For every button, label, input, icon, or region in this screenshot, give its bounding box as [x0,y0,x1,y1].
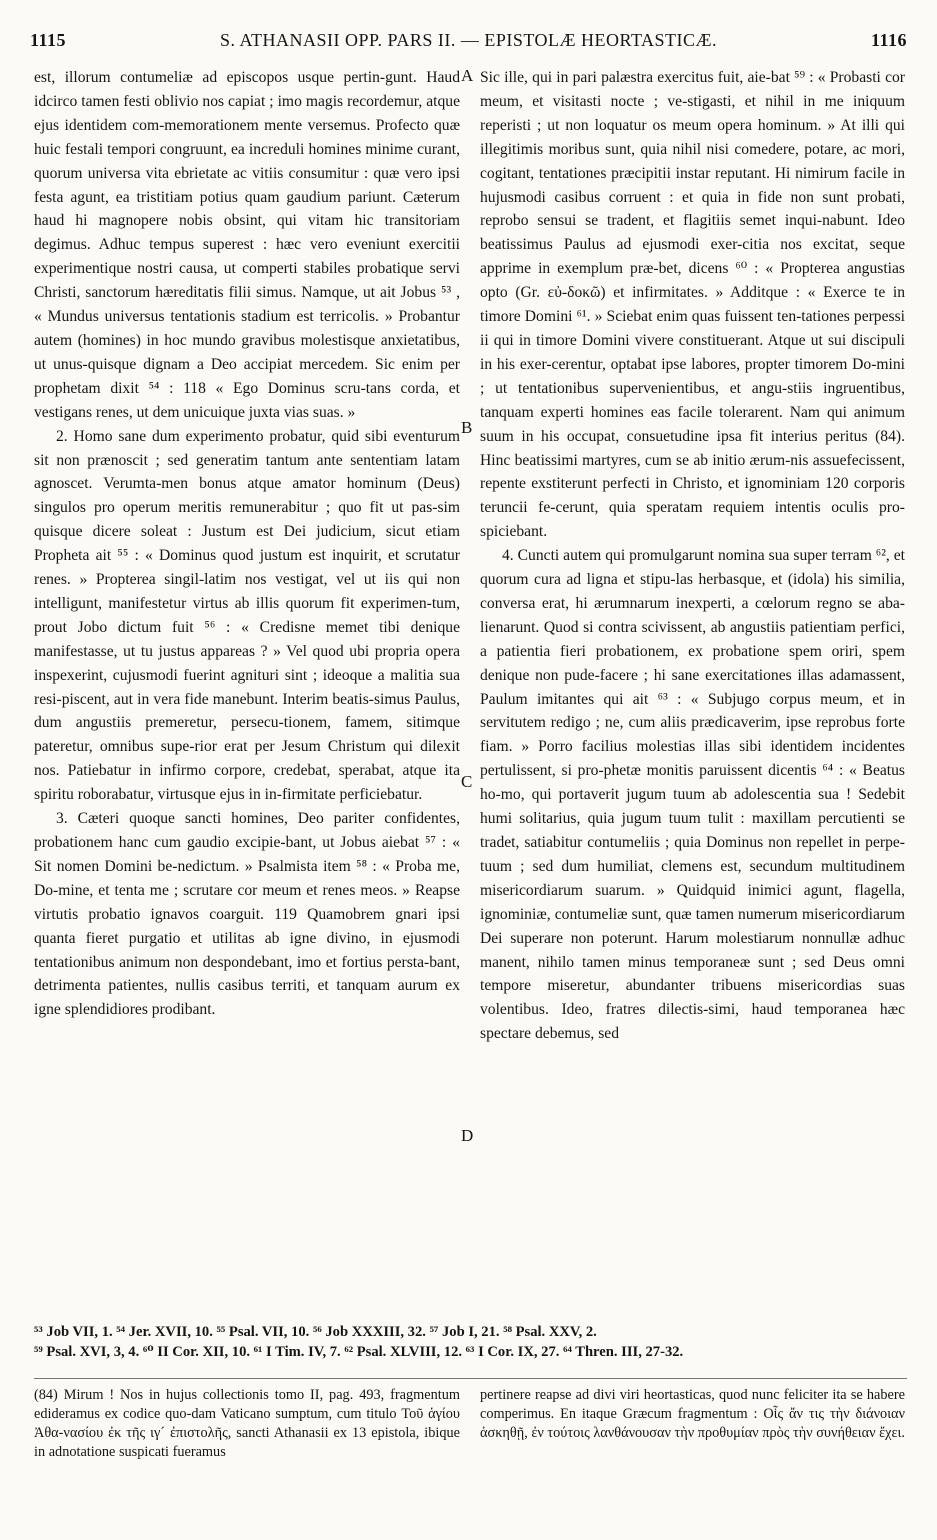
footnote-divider [34,1378,907,1379]
right-page-number: 1116 [870,30,907,50]
reference-line-2: ⁵⁹ Psal. XVI, 3, 4. ⁶⁰ II Cor. XII, 10. ⁶¹ I Tim. IV, 7. ⁶² Psal. XLVIII, 12. ⁶³ I Cor. IX, 27. ⁶⁴ Thren. III, 27-32. [34,1344,684,1360]
right-paragraph-2: 4. Cuncti autem qui promulgarunt nomina sua super terram ⁶², et quorum cura ad ligna et stipu-las herbasque, et (idola) his similia, conversa erat, hi ærumnarum inexperti, a cœlorum regno se aba-lienarunt. Quod si contra scivissent, ab angustiis patientiam perfici, a patientia fieri probationem, ex probatione spem oriri, spem denique non pude-facere ; hi sane exercitationes illas adamassent, Paulum imitantes qui ait ⁶³ : « Subjugo corpus meum, et in servitutem redigo ; ne, cum aliis prædicaverim, ipse reprobus forte fiam. » Porro facilius molestias illas sibi identidem incidentes pertulissent, si pro-phetæ monitis paruissent dicentis ⁶⁴ : « Beatus ho-mo, qui portaverit jugum tuum ab adolescentia sua ! Sedebit humi solitarius, quia jugum tuum tulit : maxillam percutienti se tradet, satiabitur contumeliis ; quia Dominus non repellet in perpe-tuum ; sed dum humiliat, clemens est, secundum multitudinem misericordiarum suarum. » Quidquid inimici agunt, flagella, ignominiæ, contumeliæ sunt, quæ tamen numerum misericordiarum Dei superare non poterunt. Harum molestiarum nonnullæ adhuc manent, nihilo tamen minus temporaneæ sunt ; sed Deus omni tempore miseretur, abundanter tribuens misericordias suas volentibus. Ideo, fratres dilectis-simi, haud temporanea hæc spectare debemus, sed [480,547,905,1043]
right-column [480,66,905,1046]
left-paragraph-3: 3. Cæteri quoque sancti homines, Deo pariter confidentes, probationem hanc cum gaudio excipie-bant, ut Jobus aiebat ⁵⁷ : « Sit nomen Domini be-nedictum. » Psalmista item ⁵⁸ : « Proba me, Do-mine, et tenta me ; scrutare cor meum et renes meos. » Reapse virtutis probatio ignavos coarguit. 119 Quamobrem gnari ipsi quanta fieret purgatio et utilitas ab igne divino, in ejusmodi tentationibus animum non despondebant, imo et fortius persta-bant, detrimenta patientes, nullis casibus territi, et tanquam aurum ex igne splendidiores prodibant. [34,810,460,1019]
left-paragraph-2: 2. Homo sane dum experimento probatur, quid sibi eventurum sit non prænoscit ; sed generatim tantum ante sententiam latam agnoscet. Verumta-men bonus atque amator hominum (Deus) singulos pro operum meritis remunerabitur ; quo fit ut pas-sim quisque dicere soleat : Justum est Dei judicium, sicut etiam Propheta ait ⁵⁵ : « Dominus quod justum est inquirit, et scrutatur renes. » Propterea singil-latim nos vestigat, vel ut iis qui non intelligunt, manifestetur virtus ab illis quorum fit experimen-tum, prout Jobo dictum fuit ⁵⁶ : « Credisne memet tibi denique manifestasse, ut tu justus appareas ? » Vel quod ubi propria opera inspexerint, cujusmodi fuerint agnituri sint ; ideoque a malitia sua resi-piscent, aut in vera fide manebunt. Interim beatis-simus Paulus, dum angustiis premeretur, persecu-tionem, famem, sitimque pateretur, omnibus supe-rior erat per Jesum Christum qui dilexit nos. Patiebatur in infirmo corpore, credebat, sperabat, atque ita spiritu roborabatur, virtusque ejus in in-firmitate perficiebatur. [34,427,460,804]
footnote-84-start: (84) Mirum ! Nos in hujus collectionis tomo II, pag. 493, fragmentum edideramus ex codice quo-dam Vaticano sumptum, cum titulo Τοῦ ἁγίου Ἀθα-νασίου ἐκ τῆς ιγ´ ἐπιστολῆς, sancti Athanasii ex 13 epistola, ibique in adnotatione suspicati fueramus [34,1387,460,1460]
running-header [30,30,907,54]
margin-letter-b: B [461,418,473,437]
scripture-references [34,1322,907,1362]
running-title: S. ATHANASII OPP. PARS II. — EPISTOLÆ HEORTASTICÆ. [219,30,718,50]
right-paragraph-1: Sic ille, qui in pari palæstra exercitus fuit, aie-bat ⁵⁹ : « Probasti cor meum, et visitasti nocte ; ve-stigasti, et nihil in me iniquum reperisti ; ut non loquatur os meum opera hominum. » At illi qui illegitimis moribus sunt, quia nihil nisi comedere, potare, ac mori, cogitant, tentationes præcipitii instar reputant. Hi nimirum facile in hujusmodi casibus corruent : et quia in fide non sunt probati, reprobo sensui se tradent, et flagitiis semet inqui-nabunt. Ideo beatissimus Paulus ad ejusmodi exer-citia nos excitat, seque apprime in exemplum præ-bet, dicens ⁶⁰ : « Propterea angustias opto (Gr. εὐ-δοκῶ) et infirmitates. » Additque : « Exerce te in timore Domini ⁶¹. » Sciebat enim quas fuissent ten-tationes perpessi ii qui in timore Domini vivere constituerant. Atque ut sui discipuli in his exer-cerentur, optabat ipse labores, propter timorem Do-mini ; ut tentationibus supervenientibus, et angu-stiis ingruentibus, tanquam experti homines eas facile tolerarent. Nam qui animum suum in his occupat, consuetudine ipsa fit interius peritus (84). Hinc beatissimi martyres, cum se ab initio ærum-nis assuefecissent, repente exstiterunt perfecti in Christo, et ignominiam 120 corporis teruncii fe-cerunt, quia speratam requiem intentis oculis pro-spiciebant. [480,69,905,541]
footnote-left [34,1386,460,1462]
left-paragraph-1: est, illorum contumeliæ ad episcopos usque pertin-gunt. Haud idcirco tamen festi oblivio nos capiat ; imo magis recordemur, atque ejus identidem com-memorationem mente versemus. Profecto quæ huic festali tempori congruunt, ea increduli homines minime curant, quorum universa vita ebrietate ac vitiis consumitur : quæ vero ipsi festa agunt, ea tristitiam potius quam gaudium pariunt. Cæterum haud hi magnopere nobis obsint, qui vitam hic transitoriam degimus. Adhuc tempus superest : hæc vero eveniunt exercitii experimentique nostri causa, ut comperti stabiles probatique servi Christi, sanctorum hæreditatis filii simus. Namque, ut ait Jobus ⁵³ , « Mundus universus tentationis stadium est terricolis. » Probantur autem (homines) in hoc mundo gravibus molestisque anxietatibus, ut unus-quisque dignam a Deo accipiat mercedem. Sic enim per prophetam dixit ⁵⁴ : 118 « Ego Dominus scru-tans corda, et vestigans renes, ut dem unicuique juxta vias suas. » [34,69,460,421]
reference-line-1: ⁵³ Job VII, 1. ⁵⁴ Jer. XVII, 10. ⁵⁵ Psal. VII, 10. ⁵⁶ Job XXXIII, 32. ⁵⁷ Job I, 21. ⁵⁸ Psal. XXV, 2. [34,1324,597,1340]
margin-letter-a: A [461,66,474,85]
left-page-number: 1115 [30,30,67,50]
footnote-right [480,1386,905,1443]
margin-letter-c: C [461,772,473,791]
margin-letter-d: D [461,1126,474,1145]
left-column [34,66,460,1022]
footnote-84-end: pertinere reapse ad divi viri heortasticas, quod nunc feliciter ita se habere comperimus. En itaque Græcum fragmentum : Οἷς ἄν τις τὴν διάνοιαν ἀσκηθῇ, ἐν τούτοις λανθάνουσαν τὴν προθυμίαν πρὸς τὴν συνήθειαν ἔχει. [480,1387,905,1441]
